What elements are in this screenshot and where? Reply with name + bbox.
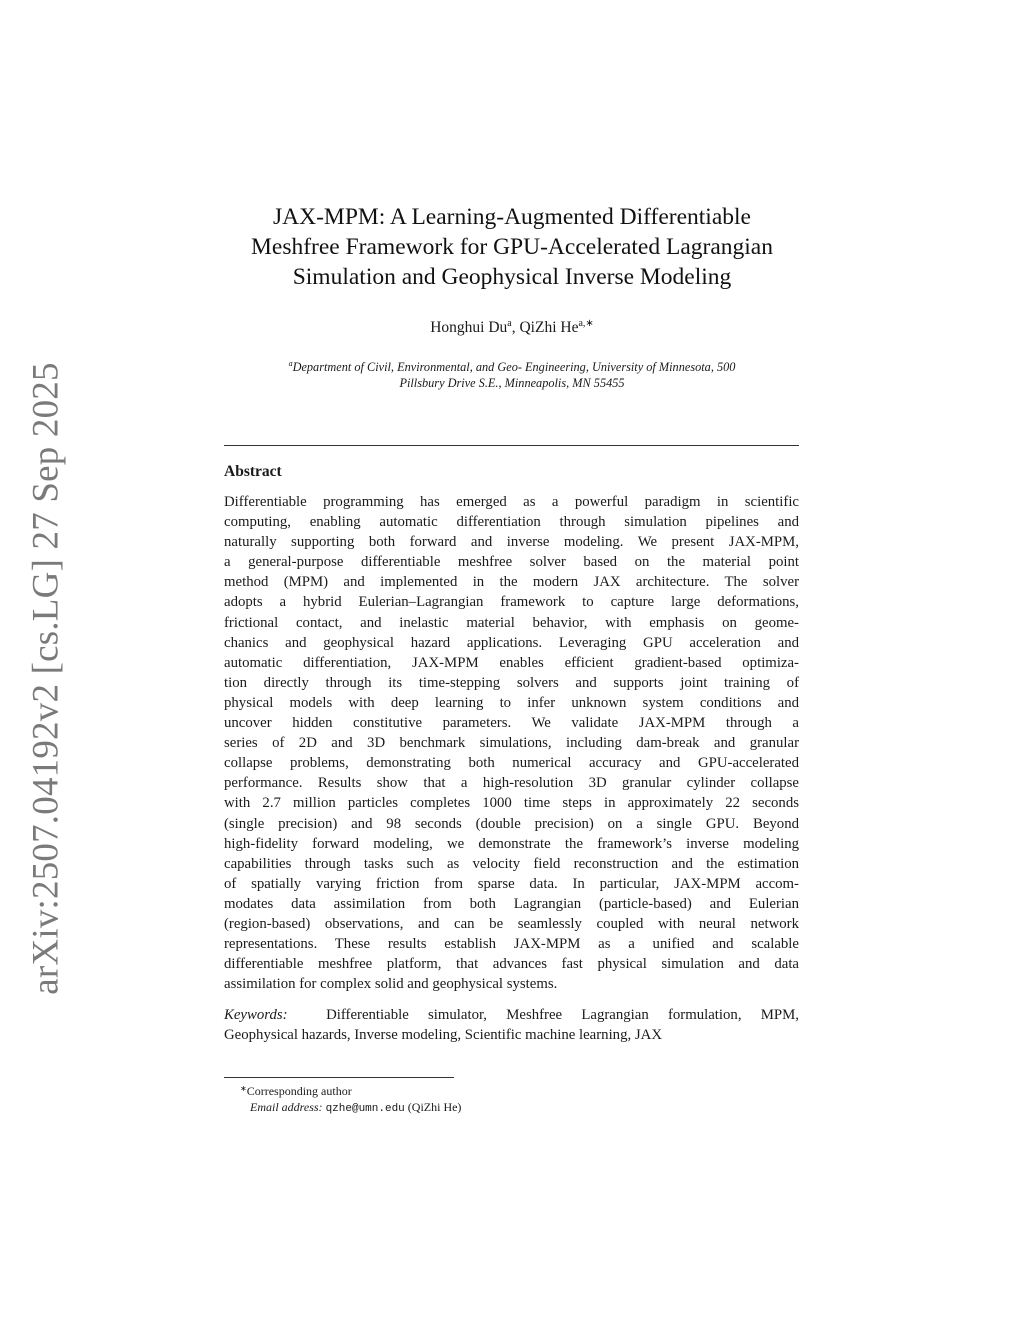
email-owner: (QiZhi He)	[407, 1100, 462, 1114]
footnote	[240, 1081, 461, 1117]
abstract-line: naturally supporting both forward and inverse modeling. We present JAX-MPM,	[224, 534, 799, 551]
footnote-divider	[224, 1077, 454, 1078]
abstract-body	[224, 492, 799, 994]
footnote-mark: ∗	[240, 1084, 247, 1093]
affiliation-line: Department of Civil, Environmental, and Geo- Engineering, University of Minnesota, 500	[292, 360, 736, 374]
abstract-line: of spatially varying friction from sparse data. In particular, JAX-MPM accom-	[224, 875, 799, 892]
title-line: Meshfree Framework for GPU-Accelerated Lagrangian	[251, 234, 773, 260]
corresponding-author-label: Corresponding author	[246, 1084, 352, 1098]
affiliation	[225, 356, 799, 391]
keywords	[224, 1005, 799, 1045]
abstract-line: (single precision) and 98 seconds (double precision) on a single GPU. Beyond	[224, 815, 799, 832]
author-name: Honghui Du	[430, 319, 508, 336]
author-name: QiZhi He	[519, 319, 579, 336]
abstract-line: uncover hidden constitutive parameters. We validate JAX-MPM through a	[224, 715, 799, 732]
abstract-line: representations. These results establish JAX-MPM as a unified and scalable	[224, 936, 799, 953]
abstract-line: automatic differentiation, JAX-MPM enables efficient gradient-based optimiza-	[224, 654, 799, 671]
author-list: Honghui Du$^a$, QiZhi $He^{a,∗}$	[430, 318, 594, 336]
paper-title	[225, 202, 799, 292]
abstract-line: frictional contact, and inelastic material behavior, with emphasis on geome-	[224, 614, 799, 631]
abstract-line: physical models with deep learning to infer unknown system conditions and	[224, 694, 799, 711]
affiliation-line: Pillsbury Drive S.E., Minneapolis, MN 55455	[399, 376, 625, 390]
title-line: Simulation and Geophysical Inverse Modeling	[292, 264, 732, 290]
abstract-line: with 2.7 million particles completes 1000 time steps in approximately 22 seconds	[224, 795, 799, 812]
abstract-line: series of 2D and 3D benchmark simulations, including dam-break and granular	[224, 735, 799, 752]
abstract-line: Differentiable programming has emerged as a powerful paradigm in scientific	[224, 494, 799, 510]
abstract-line: assimilation for complex solid and geophysical systems.	[224, 976, 558, 993]
keywords-text: Differentiable simulator, Meshfree Lagrangian formulation, MPM,	[326, 1007, 799, 1023]
author-mark: a	[507, 318, 512, 329]
keywords-line	[224, 1005, 799, 1025]
arxiv-identifier: arXiv:2507.04192v2 [cs.LG] 27 Sep 2025	[25, 361, 67, 995]
abstract-line: performance. Results show that a high-resolution 3D granular cylinder collapse	[224, 775, 799, 792]
abstract-line: capabilities through tasks such as velocity field reconstruction and the estimation	[224, 855, 799, 872]
top-divider	[224, 445, 799, 446]
abstract-line: method (MPM) and implemented in the modern JAX architecture. The solver	[224, 574, 799, 591]
abstract-line: tion directly through its time-stepping solvers and supports joint training of	[224, 674, 799, 691]
abstract-line: a general-purpose differentiable meshfree solver based on the material point	[224, 554, 799, 571]
abstract-line: differentiable meshfree platform, that advances fast physical simulation and data	[224, 956, 799, 973]
title-line: JAX-MPM: A Learning-Augmented Differentiable	[273, 204, 751, 230]
keywords-label: Keywords:	[224, 1007, 288, 1023]
email-label: Email address:	[250, 1100, 323, 1114]
arxiv-side-stamp	[6, 361, 86, 995]
keywords-line: Geophysical hazards, Inverse modeling, Scientific machine learning, JAX	[224, 1027, 663, 1044]
abstract-line: (region-based) observations, and can be seamlessly coupled with neural network	[224, 915, 799, 932]
abstract-line: adopts a hybrid Eulerian–Lagrangian framework to capture large deformations,	[224, 594, 799, 611]
abstract-line: collapse problems, demonstrating both numerical accuracy and GPU-accelerated	[224, 755, 799, 772]
abstract-heading: Abstract	[224, 463, 282, 480]
affiliation-mark: a	[288, 359, 293, 368]
email-address[interactable]: qzhe@umn.edu	[325, 1103, 405, 1115]
abstract-line: modates data assimilation from both Lagrangian (particle-based) and Eulerian	[224, 895, 799, 912]
abstract-line: high-fidelity forward modeling, we demonstrate the framework’s inverse modeling	[224, 835, 799, 852]
abstract-line: chanics and geophysical hazard applications. Leveraging GPU acceleration and	[224, 634, 799, 651]
author-mark: a,∗	[578, 318, 594, 329]
abstract-line: computing, enabling automatic differentiation through simulation pipelines and	[224, 514, 799, 531]
